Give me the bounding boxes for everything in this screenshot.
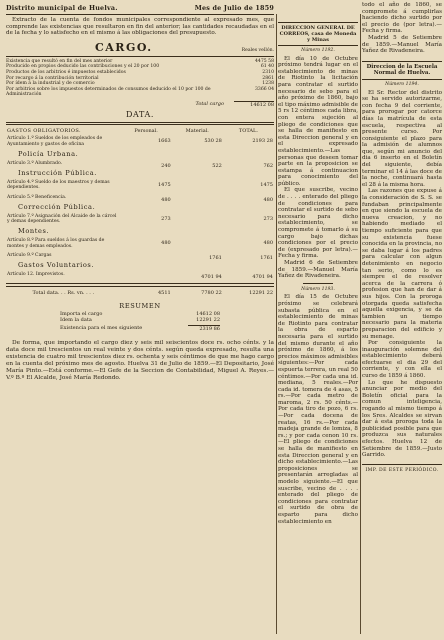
- resumen-row-label: Idem la data: [60, 316, 92, 323]
- empty-cell: [223, 227, 274, 236]
- cargo-item-value: 61 40: [260, 64, 274, 70]
- cargo-item: [6, 87, 274, 98]
- data-section-heading-row: [6, 227, 274, 236]
- resumen-result: [60, 325, 220, 332]
- data-section-heading: Corrección Pública.: [18, 202, 96, 211]
- table-row: [6, 134, 274, 149]
- middle-text-1b: El que suscribe, vecino de . . . . enterado del pliego de condiciones para contratar el surtido de sebo necesario para dicho establecimiento, se compromete á tomarlo á su cargo bajo dichas condiciones por el precio de (expresado por letra).—Fecha y firma.: [278, 187, 358, 260]
- data-row-label: Artículo 12. Imprevistos.: [7, 272, 65, 278]
- cargo-rule: [6, 56, 274, 57]
- data-row-material: 530 28: [204, 138, 222, 145]
- cargo-total-label: Total cargo: [195, 100, 224, 107]
- data-row-personal: 480: [161, 240, 171, 246]
- data-section-heading: Montes.: [18, 227, 50, 235]
- right-text-4: Lo que he dispuesto anunciar por medio del Boletín oficial para la comun inteligencia, rogando al mismo tiempo á los Sres. Alcaldes se sirvan dar á esta proroga toda la publicidad posible para que produzca sus naturales efectos. Huelva 12 de Setiembre de 1859.—Justo Garrido.: [362, 379, 442, 459]
- resumen-result-value: 2319 86: [188, 325, 220, 332]
- data-header-personal: Personal.: [134, 128, 158, 135]
- right-text-1: El Sr. Rector del distrito se ha servido autorizarme, con fecha 9 del corriente, para prorogar por catorce días la matrícula de esta escuela, respectiva al presente curso. Por consiguiente el plazo para la admisión de alumnos que, según mi anuncio del dia 6 inserto en el Boletín del siguiente, debía terminar el 14 á las doce de la noche, continuará hasta el 28 á la misma hora.: [362, 89, 442, 188]
- data-totals-personal: 4511: [157, 289, 171, 296]
- data-row-personal: [121, 270, 172, 280]
- middle-column: [278, 0, 358, 525]
- data-header-material: Material.: [185, 128, 209, 135]
- cargo-item-value: 1238: [262, 81, 274, 87]
- table-row: [6, 236, 274, 251]
- resumen-title: RESUMEN: [119, 301, 161, 310]
- data-row-total: 1475: [260, 181, 273, 188]
- imprint: IMP. DE ESTE PERIÓDICO.: [365, 467, 439, 473]
- data-row-material: 4701 94: [201, 274, 222, 281]
- resumen-row: [60, 317, 220, 323]
- middle-text-1c: Madrid 6 de Setiembre de 1859.—Manuel María Yañez de Rivadeneira.: [278, 260, 358, 280]
- cargo-items: [6, 59, 274, 98]
- data-total-rule: [6, 283, 274, 287]
- right-heading-rule-2: [362, 79, 442, 80]
- table-row: [6, 270, 274, 280]
- page-header: [6, 4, 274, 12]
- resumen-row-value: 12291 22: [196, 316, 220, 323]
- header-left-title: Distrito municipal de Huelva.: [6, 4, 118, 12]
- resumen-result-label: Existencia para el mes siguiente: [60, 324, 143, 331]
- data-row-personal: 480: [161, 196, 171, 203]
- table-row: [6, 212, 274, 227]
- data-row-material: [172, 212, 223, 227]
- middle-separator: [303, 283, 333, 284]
- cargo-item-label: Producido en propios deducido las contribuciones y el 20 por 100: [6, 64, 160, 70]
- intro-text: Extracto de la cuenta de fondos municipales correspondiente al expresado mes, que comprende las existencias que resultaron en fin del anterior; las cantidades recaudadas en el de la fecha y lo satisfecho en el mismo á las obligaciones del presupuesto.: [6, 17, 274, 37]
- middle-text-2: El día 15 de Octubre próximo se celebrará subasta pública en el establecimiento de minas de Riotinto para contratar la obra de esparto necesaria para el surtido del mismo durante el año próximo de 1860, á los precios máximos admisibles siguientes:—Por cada espuerta terrera, un real 50 céntimos.—Por cada una id. mediana, 5 reales.—Por cada id. tomera de 4 asas, 5 rs.—Por cada metro de maroma, 2 rs. 50 cénts.—Por cada tiro de pozo, 6 rs.—Por cada docena de reatas, 16 rs.—Por cada madeja grande de lomiza, 8 rs.; y por cada cenon 10 rs.—El pliego de condiciones se halla de manifiesto en esta Direccion general y en dicho establecimiento.—Las proposiciones se presentarán arregladas al modelo siguiente.—El que suscribe, vecino de . . . . enterado del pliego de condiciones para contratar el surtido de obra de esparto para dicho establecimiento en: [278, 294, 358, 525]
- data-row-total: 480: [263, 240, 273, 246]
- data-table: [6, 128, 274, 280]
- data-section-heading-row: [6, 169, 274, 178]
- data-row-label: Artículo 1.º Sueldos de los empleados de Ayuntamiento y gastos de oficina: [7, 136, 103, 148]
- empty-cell: [121, 261, 172, 270]
- cargo-item-label: Por arbitrios sobre los impuestos determinados de consumos deducido el 10 por 100 de Administración: [6, 86, 211, 98]
- data-row-material: 1761: [209, 255, 222, 262]
- table-row: [6, 159, 274, 169]
- empty-cell: [121, 150, 172, 159]
- middle-top-rule: [278, 22, 358, 23]
- empty-cell: [172, 227, 223, 236]
- data-row-label: Artículo 8.º Para sueldos á los guardas de montes y demas empleados.: [7, 238, 105, 249]
- data-totals-total: 12291 22: [249, 289, 273, 296]
- data-section-heading-row: [6, 150, 274, 159]
- empty-cell: [223, 261, 274, 270]
- cargo-item-value: 2310: [262, 69, 274, 75]
- middle-number-1: Número 1192.: [301, 48, 335, 53]
- header-right-title: Mes de Julio de 1859: [194, 4, 274, 12]
- right-text-0: todo el año de 1860, se compromete á cumplirlas haciendo dicho surtido por el precio de (por letra).—Fecha y firma.: [362, 2, 442, 35]
- cargo-col-header: Reales vellón.: [241, 48, 274, 54]
- middle-text-1: El día 10 de Octubre próximo tendrá lugar en el establecimiento de minas de Riotinto la licitación para contratar el surtido necesario de sebo para el año próximo de 1860, bajo el tipo máximo admisible de 5 rs 12 céntimos cada libra, con entera sujeción al pliego de condiciones que se halla de manifiesto en esta Direccion general y en el expresado establecimiento.—Las personas que deseen tomar parte en la proposicion se estampa á continuacion para conocimiento del público.: [278, 55, 358, 187]
- empty-cell: [172, 203, 223, 212]
- cargo-item-value: 4475 58: [255, 58, 274, 64]
- data-row-personal: 1663: [157, 138, 171, 145]
- cargo-header: [6, 42, 274, 54]
- right-heading: Direccion de la Escuela Normal de Huelva.: [366, 63, 438, 77]
- closing-text: De forma, que importando el cargo diez y seis mil seiscientos doce rs. ocho cénts. y la data doce mil trescientos un real veinte y dos cénts. según queda expresado, resulta una existencia de cuatro mil trescientos diez rs. ochenta y seis céntimos de que me hago cargo en la cuenta del próximo mes de agosto. Huelva 31 de Julio de 1859.—El Depositario, José María Pinto.—Está conforme.—El Gefe de la Seccion de Contabilidad, Miguel A. Reyes.—V.º B.º El Alcalde, José María Redondo.: [6, 339, 274, 381]
- empty-cell: [121, 203, 172, 212]
- data-rule: [6, 122, 274, 126]
- resumen-row-label: Importa el cargo: [60, 310, 103, 317]
- data-section-heading-row: [6, 261, 274, 270]
- cargo-item-value: 2861: [262, 75, 274, 81]
- data-totals: [6, 290, 274, 296]
- data-row-personal: 273: [161, 215, 171, 222]
- cargo-title: CARGO.: [95, 40, 153, 54]
- right-text-2: Las razones que expuse á la consideración de S. S. se fundaban principalmente en que siendo la escuela de nueva creacion, y no habiendo mediado el tiempo suficiente para que su existencia fuese conocida en la provincia, no se daba lugar á los padres para calcular con algun detenimiento en negocio tan serio, como lo es siempre el de resolver acerca de la carrera ó profesion que han de dar á sus hijos. Con la proroga otorgada queda satisfecha aquella exigencia, y se da tambien un tiempo necesario para la materia preparacion del edificio y su menage.: [362, 188, 442, 340]
- data-row-label: Artículo 5.º Beneficencia.: [7, 194, 67, 200]
- empty-cell: [172, 169, 223, 178]
- table-row: [6, 178, 274, 193]
- data-section-heading: Instrucción Pública.: [18, 168, 97, 177]
- right-heading-rule: [362, 61, 442, 62]
- data-row-total: 762: [263, 162, 273, 169]
- data-row-total: 480: [263, 196, 273, 203]
- empty-cell: [172, 150, 223, 159]
- data-row-material: [172, 193, 223, 203]
- data-section-heading: Gastos Voluntarios.: [18, 261, 95, 270]
- data-header-gastos: GASTOS OBLIGATORIOS.: [7, 128, 81, 135]
- data-row-label: Artículo 4.º Sueldo de los maestros y demas dependientes.: [7, 179, 110, 191]
- empty-cell: [172, 261, 223, 270]
- middle-number-2: Número 1193.: [301, 286, 335, 292]
- cargo-item-label: Por ídem á la industrial y de comercio: [6, 81, 95, 87]
- data-row-label: Artículo 7.º Asignación del Alcaide de la cárcel y demas dependientes.: [7, 213, 117, 225]
- imprint-rule: [362, 464, 442, 465]
- data-title: DATA.: [126, 109, 154, 119]
- empty-cell: [121, 227, 172, 236]
- empty-cell: [223, 150, 274, 159]
- cargo-item-label: Productos de los arbitrios é impuestos establecidos: [6, 69, 126, 75]
- data-row-total: 1761: [260, 255, 273, 262]
- column-rule: [276, 14, 277, 634]
- resumen-row-value: 14612 08: [196, 310, 220, 317]
- right-column: [362, 0, 442, 473]
- left-column: [6, 0, 274, 382]
- data-row-total: 4701 94: [252, 274, 273, 281]
- data-totals-label: Total data. . . Rs. vn. . . .: [32, 289, 95, 296]
- data-row-material: [172, 178, 223, 193]
- header-rule: [6, 14, 274, 15]
- data-section-heading-row: [6, 203, 274, 212]
- cargo-item-value: 3366 04: [255, 86, 274, 92]
- cargo-item-label: Por recargo á la contribución territorial: [6, 75, 99, 81]
- data-row-personal: 1475: [157, 181, 171, 188]
- column-rule: [360, 14, 361, 634]
- data-row-personal: [121, 251, 172, 261]
- cargo-item-label: Existencia que resultó en fin del mes anterior: [6, 58, 113, 64]
- right-text-3: Por consiguiente la inauguración solemne del establecimiento deberá efectuarse el dia 29 del corriente, y con ella el curso de 1859 á 1860.: [362, 340, 442, 380]
- resumen-block: [60, 311, 220, 332]
- data-section-heading: Policía Urbana.: [18, 149, 79, 158]
- data-row-total: 273: [263, 215, 273, 222]
- data-row-personal: 240: [161, 162, 171, 169]
- data-row-label: Artículo 3.º Alumbrado.: [7, 160, 63, 166]
- middle-heading: DIRECCION GENERAL DE CORREOS, casa de Moneda y Minas: [279, 25, 357, 43]
- data-row-material: [172, 236, 223, 251]
- data-header-total: TOTAL.: [238, 128, 258, 135]
- data-row-label: Artículo 9.º Cargas: [7, 253, 52, 259]
- empty-cell: [121, 169, 172, 178]
- data-row-material: 522: [212, 162, 222, 169]
- cargo-total: [6, 101, 274, 108]
- right-text-0b: Madrid 5 de Setiembre de 1859.—Manuel María Yañez de Rivadeneira.: [362, 34, 442, 55]
- empty-cell: [223, 203, 274, 212]
- cargo-total-value: 14612 08: [234, 101, 274, 108]
- empty-cell: [223, 169, 274, 178]
- table-row: [6, 251, 274, 261]
- data-totals-material: 7780 22: [201, 289, 222, 296]
- right-number: Número 1194.: [385, 81, 419, 87]
- data-row-total: 2193 28: [252, 138, 273, 145]
- table-row: [6, 193, 274, 203]
- middle-heading-rule: [278, 45, 358, 46]
